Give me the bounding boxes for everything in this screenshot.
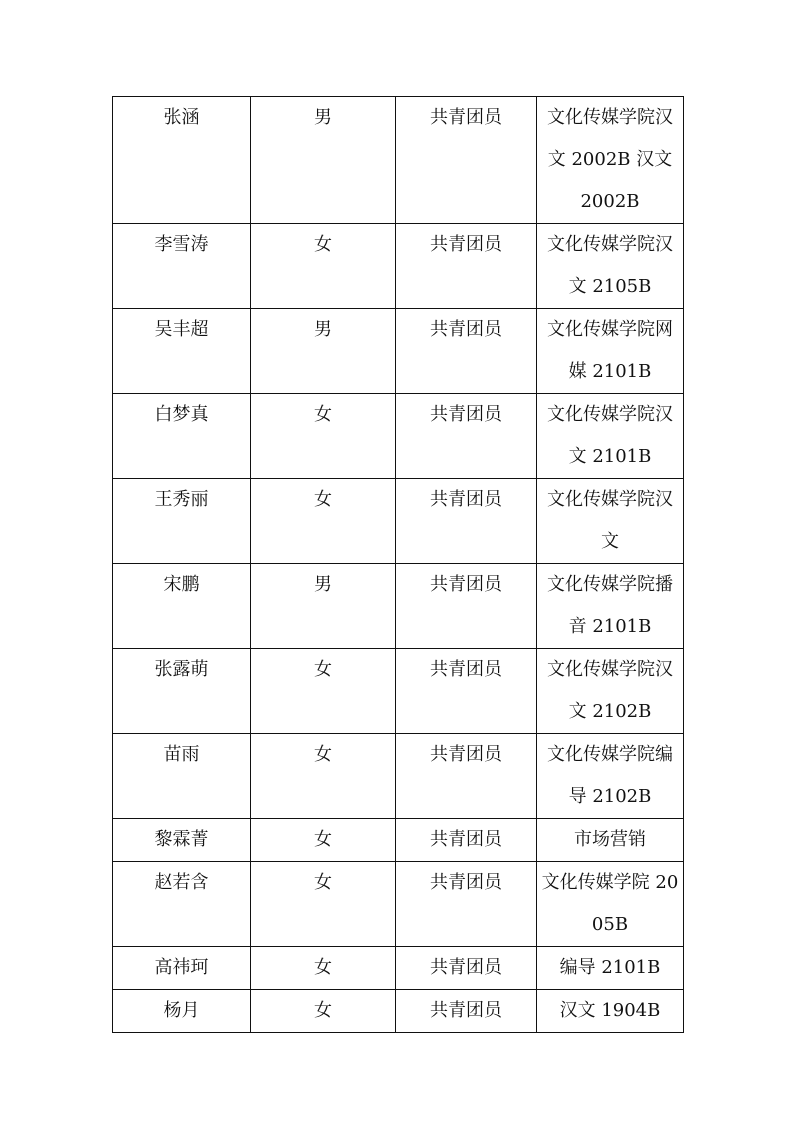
- gender-cell: 女: [251, 947, 396, 990]
- name-cell: 高祎珂: [113, 947, 251, 990]
- table-row: [113, 394, 684, 479]
- class-cell: 文化传媒学院汉文 2002B 汉文 2002B: [537, 97, 684, 224]
- name-cell: 张涵: [113, 97, 251, 224]
- gender-cell: 女: [251, 990, 396, 1033]
- table-row: [113, 990, 684, 1033]
- class-cell: 文化传媒学院汉文 2102B: [537, 649, 684, 734]
- name-cell: 李雪涛: [113, 224, 251, 309]
- gender-cell: 女: [251, 649, 396, 734]
- table-row: [113, 97, 684, 224]
- table-row: [113, 564, 684, 649]
- status-cell: 共青团员: [396, 862, 537, 947]
- table-row: [113, 862, 684, 947]
- table-row: [113, 309, 684, 394]
- status-cell: 共青团员: [396, 990, 537, 1033]
- status-cell: 共青团员: [396, 309, 537, 394]
- status-cell: 共青团员: [396, 479, 537, 564]
- status-cell: 共青团员: [396, 819, 537, 862]
- gender-cell: 女: [251, 862, 396, 947]
- class-cell: 文化传媒学院播音 2101B: [537, 564, 684, 649]
- table-row: [113, 734, 684, 819]
- class-cell: 文化传媒学院编导 2102B: [537, 734, 684, 819]
- table-row: [113, 819, 684, 862]
- status-cell: 共青团员: [396, 734, 537, 819]
- gender-cell: 女: [251, 224, 396, 309]
- status-cell: 共青团员: [396, 394, 537, 479]
- gender-cell: 男: [251, 564, 396, 649]
- status-cell: 共青团员: [396, 97, 537, 224]
- status-cell: 共青团员: [396, 224, 537, 309]
- name-cell: 黎霖菁: [113, 819, 251, 862]
- table-row: [113, 947, 684, 990]
- gender-cell: 女: [251, 734, 396, 819]
- name-cell: 白梦真: [113, 394, 251, 479]
- class-cell: 编导 2101B: [537, 947, 684, 990]
- table-row: [113, 479, 684, 564]
- name-cell: 宋鹏: [113, 564, 251, 649]
- class-cell: 文化传媒学院 2005B: [537, 862, 684, 947]
- name-cell: 王秀丽: [113, 479, 251, 564]
- name-cell: 苗雨: [113, 734, 251, 819]
- gender-cell: 男: [251, 97, 396, 224]
- class-cell: 文化传媒学院汉文: [537, 479, 684, 564]
- class-cell: 文化传媒学院网媒 2101B: [537, 309, 684, 394]
- table-row: [113, 649, 684, 734]
- name-cell: 赵若含: [113, 862, 251, 947]
- name-cell: 张露萌: [113, 649, 251, 734]
- name-cell: 吴丰超: [113, 309, 251, 394]
- status-cell: 共青团员: [396, 947, 537, 990]
- status-cell: 共青团员: [396, 649, 537, 734]
- gender-cell: 男: [251, 309, 396, 394]
- gender-cell: 女: [251, 819, 396, 862]
- name-cell: 杨月: [113, 990, 251, 1033]
- table-row: [113, 224, 684, 309]
- gender-cell: 女: [251, 479, 396, 564]
- member-table: [112, 96, 684, 1033]
- class-cell: 汉文 1904B: [537, 990, 684, 1033]
- gender-cell: 女: [251, 394, 396, 479]
- class-cell: 市场营销: [537, 819, 684, 862]
- status-cell: 共青团员: [396, 564, 537, 649]
- class-cell: 文化传媒学院汉文 2105B: [537, 224, 684, 309]
- class-cell: 文化传媒学院汉文 2101B: [537, 394, 684, 479]
